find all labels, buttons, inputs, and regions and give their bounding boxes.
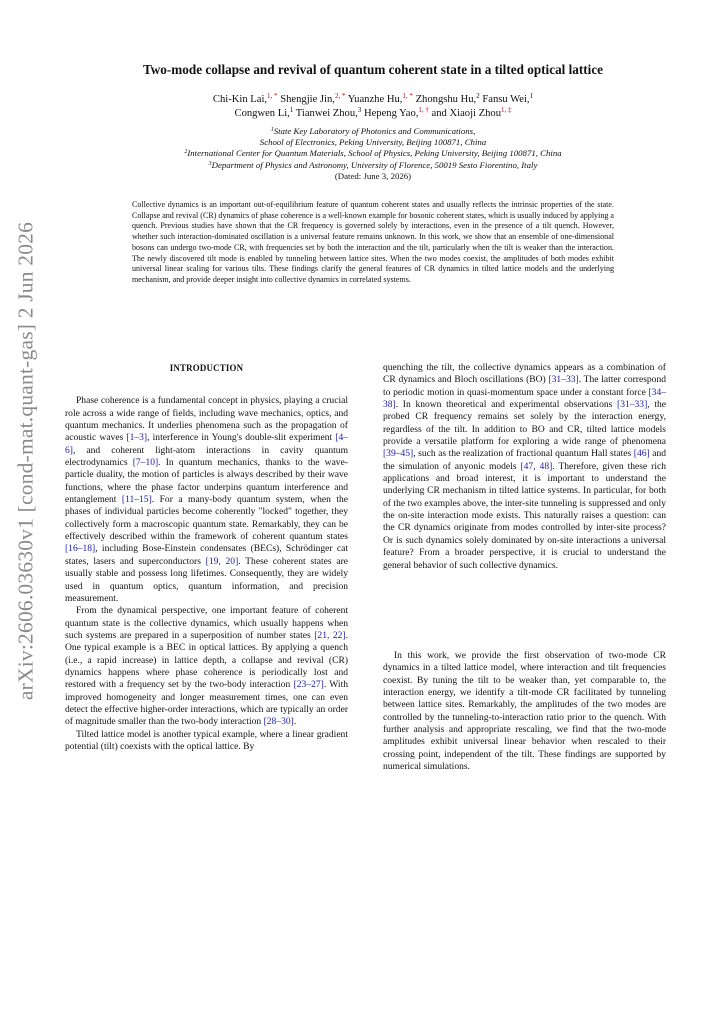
citation-link[interactable]: [34–38] [383, 386, 666, 411]
citation-link[interactable]: [39–45] [383, 448, 414, 460]
citation-link[interactable]: [46] [633, 448, 650, 460]
author-affiliation-mark[interactable]: 1, † [418, 106, 429, 115]
citation-link[interactable]: [7–10] [132, 457, 159, 469]
author-name: Fansu Wei, [482, 94, 530, 105]
author-name: Shengjie Jin, [280, 94, 335, 105]
author-affiliation-mark[interactable]: 1, ‡ [501, 106, 512, 115]
citation-link[interactable]: [31–33] [617, 399, 648, 411]
author-name: Zhongshu Hu, [415, 94, 477, 105]
affiliation-block [100, 126, 646, 182]
paper-title: Two-mode collapse and revival of quantum coherent state in a tilted optical lattice [142, 62, 604, 77]
citation-link[interactable]: [11–15] [121, 494, 152, 506]
author-name: Yuanzhe Hu, [347, 94, 403, 105]
intro-paragraph-3: Tilted lattice model is another typical example, where a linear gradient potential (tilt) coexists with the optical lattice. By [65, 728, 348, 752]
affiliation-mark: 3 [208, 160, 212, 167]
affiliation-1 [100, 126, 646, 137]
right-column [383, 362, 666, 773]
affiliation-text: International Center for Quantum Materials, School of Physics, Peking University, Beijing 100871, China [187, 148, 562, 159]
affiliation-mark: 1 [270, 127, 274, 133]
citation-link[interactable]: [19, 20] [205, 555, 239, 567]
author-name: Hepeng Yao, [363, 108, 419, 120]
author-name: Congwen Li, [234, 108, 290, 120]
intro-paragraph-continued: quenching the tilt, the collective dynamics appears as a combination of CR dynamics and Bloch oscillations (BO) [31–33]. The latter correspond to periodic motion in quasi-momentum space under a constant force [34–38]. In known theoretical and experimental observations [31–33], the probed CR frequency remains set solely by the interaction energy, regardless of the tilt. In addition to BO and CR, tilted lattice models provide a versatile platform for exploring a wide range of phenomena [39–45], such as the realization of fractional quantum Hall states [46] and the simulation of anyonic models [47, 48]. Therefore, given these rich applications and broad interest, it is important to understand the underlying CR mechanism in tilted lattice systems. In particular, for both of the two examples above, the inter-site tunneling is suppressed and only the on-site interaction mode exists. This naturally raises a question: can the CR dynamics originate from modes controlled by inter-site process? Or is such dynamics solely dominated by on-site interactions a universal feature? From a broader perspective, it is crucial to understand the general behavior of such collective dynamics. [383, 362, 667, 571]
citation-link[interactable]: [16–18] [65, 543, 96, 555]
affiliation-mark: 2 [184, 149, 188, 156]
author-affiliation-mark: 1 [289, 106, 294, 115]
author-name: Chi-Kin Lai, [212, 94, 268, 105]
left-column [65, 362, 348, 753]
affiliation-1-line-2: School of Electronics, Peking University, Beijing 100871, China [259, 137, 487, 148]
author-affiliation-mark: 2 [476, 92, 480, 100]
intro-paragraph-2: From the dynamical perspective, one important feature of coherent quantum state is the collective dynamics, which usually happens when such systems are prepared in a superposition of number states [21, 22]. One typical example is a BEC in optical lattices. By applying a quench (i.e., a rapid increase) in lattice depth, a collapse and revival (CR) dynamics happens where phase coherence is periodically lost and restored with a frequency set by the two-body interaction [23–27]. With improved homogeneity and longer measurement times, one can even detect the effective higher-order interactions, which are typically an order of magnitude smaller than the two-body interaction [28–30]. [65, 605, 348, 728]
abstract: Collective dynamics is an important out-of-equilibrium feature of quantum coherent states and usually reflects the intrinsic properties of the state. Collapse and revival (CR) dynamics of phase coherence is a well-known example for bosonic coherent states, which is usually induced by applying a quench. Previous studies have shown that the CR frequency is governed solely by interactions, even in the presence of a tilt quench. However, whether such interaction-dominated oscillation is a universal feature remains unknown. In this work, we show that an ensemble of one-dimensional bosons can undergo two-mode CR, with frequencies set by both the interaction and the tilt, particularly when the tilt is weaker than the interaction. The newly discovered tilt mode is enabled by tunneling between lattice sites. When the two modes coexist, the amplitudes of both modes exhibit universal linear scaling for various tilts. These findings clarify the general features of CR dynamics in tilted lattice models and the underlying mechanism, and provide deeper insight into collective dynamics in correlated systems. [132, 200, 614, 284]
citation-link[interactable]: [31–33] [548, 374, 579, 386]
citation-link[interactable]: [4–6] [65, 432, 348, 456]
author-name: Tianwei Zhou, [295, 108, 358, 120]
author-name: Xiaoji Zhou [449, 108, 501, 120]
author-affiliation-mark: 1 [529, 92, 534, 100]
section-heading-introduction: INTRODUCTION [169, 363, 244, 373]
dated-line: (Dated: June 3, 2026) [334, 170, 412, 181]
author-affiliation-mark[interactable]: 1, * [267, 92, 278, 100]
citation-link[interactable]: [47, 48] [520, 460, 553, 472]
arxiv-side-label [6, 221, 46, 701]
affiliation-text: Department of Physics and Astronomy, University of Florence, 50019 Sesto Fiorentino, Italy [211, 159, 538, 170]
citation-link[interactable]: [1–3] [126, 432, 148, 444]
intro-paragraph-this-work: In this work, we provide the first observation of two-mode CR dynamics in a tilted lattice model, where interaction and tilt frequencies coexist. By tuning the tilt to be weaker than, yet comparable to, the interaction energy, we identify a tilt-mode CR facilitated by tunneling between lattice sites. Remarkably, the amplitudes of the two modes are controlled by the tunneling-to-interaction ratio prior to the quench. With further analysis and appropriate rescaling, we find that the two-mode amplitudes exhibit universal linear behavior when rescaled to their crossing point, independent of the tilt. These findings are supported by numerical simulations. [383, 649, 666, 772]
author-affiliation-mark[interactable]: 1, * [402, 92, 413, 100]
arxiv-identifier: arXiv:2606.03630v1 [cond-mat.quant-gas] 2 Jun 2026 [13, 221, 38, 701]
citation-link[interactable]: [23–27] [293, 679, 324, 691]
author-list [100, 93, 646, 121]
intro-paragraph-1: Phase coherence is a fundamental concept in physics, playing a crucial role across a wide range of fields, including wave mechanics, optics, and quantum mechanics. It underlies phenomena such as the propagation of acoustic waves [1–3], interference in Young's double-slit experiment [4–6], and coherent light-atom interactions in cavity quantum electrodynamics [7–10]. In quantum mechanics, thanks to the wave-particle duality, the motion of particles is always described by their wave functions, where the phase factor underpins quantum interference and entanglement [11–15]. For a many-body quantum system, when the phases of individual particles become coherently "locked" together, they collectively form a macroscopic quantum state. Remarkably, they can be effectively described within the framework of coherent quantum states [16–18], including Bose-Einstein condensates (BECs), Schrödinger cat states, lasers and superconductors [19, 20]. These coherent states are usually stable and possess long lifetimes. Consequently, they are widely used in quantum optics, quantum information, and precision measurement. [65, 395, 348, 604]
affiliation-3 [100, 160, 646, 171]
citation-link[interactable]: [21, 22] [314, 629, 346, 641]
author-affiliation-mark[interactable]: 2, * [334, 92, 346, 100]
author-conjunction: and [431, 108, 447, 120]
author-affiliation-mark: 3 [357, 106, 362, 115]
affiliation-2 [100, 148, 646, 159]
citation-link[interactable]: [28–30] [263, 716, 294, 728]
affiliation-text: State Key Laboratory of Photonics and Communications, [273, 126, 476, 136]
